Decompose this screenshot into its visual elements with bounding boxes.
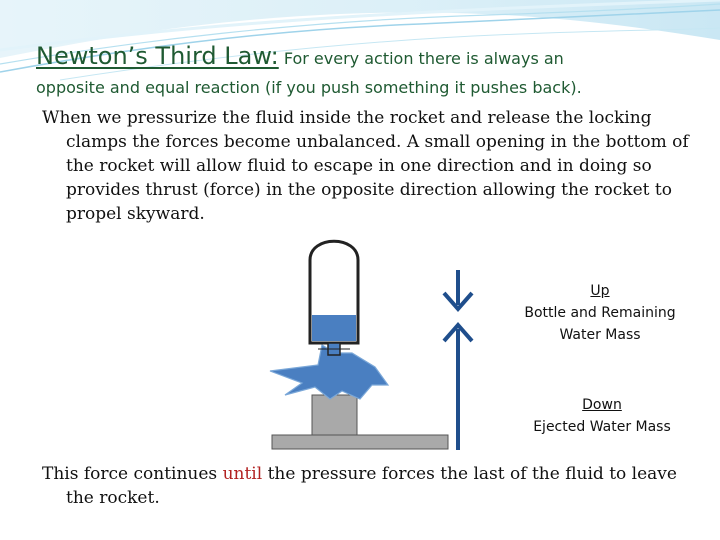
rocket-illustration <box>260 225 460 460</box>
title-subtitle: For every action there is always an <box>283 49 564 68</box>
force-arrows <box>438 265 478 455</box>
title-main: Newton’s Third Law: <box>36 42 279 70</box>
body-paragraph: When we pressurize the fluid inside the rocket and release the locking clamps the forces become unbalanced. A small opening in the bottom of the rocket will allow fluid to escape in one direction and in doing so provides thrust (force) in the opposite direction allowing the rocket to propel skyward. <box>42 108 689 224</box>
up-description-line1: Bottle and Remaining <box>524 305 676 321</box>
water-inside <box>312 315 356 341</box>
down-label-block <box>512 394 692 438</box>
conclusion-before: This force continues <box>42 464 223 484</box>
down-arrow <box>444 270 472 309</box>
conclusion-after: the pressure forces the last of the fluid to leave the rocket. <box>66 464 677 508</box>
conclusion-highlight: until <box>222 464 263 484</box>
down-label: Down <box>582 397 622 413</box>
up-label-block <box>510 280 690 346</box>
slide-title <box>36 42 716 70</box>
conclusion-paragraph <box>42 462 706 510</box>
launch-pedestal <box>312 395 357 435</box>
up-arrow <box>444 325 472 450</box>
down-description: Ejected Water Mass <box>533 419 671 435</box>
up-description-line2: Water Mass <box>559 327 641 343</box>
up-label: Up <box>590 283 610 299</box>
title-continuation: opposite and equal reaction (if you push something it pushes back). <box>36 78 582 97</box>
launch-base <box>272 435 448 449</box>
